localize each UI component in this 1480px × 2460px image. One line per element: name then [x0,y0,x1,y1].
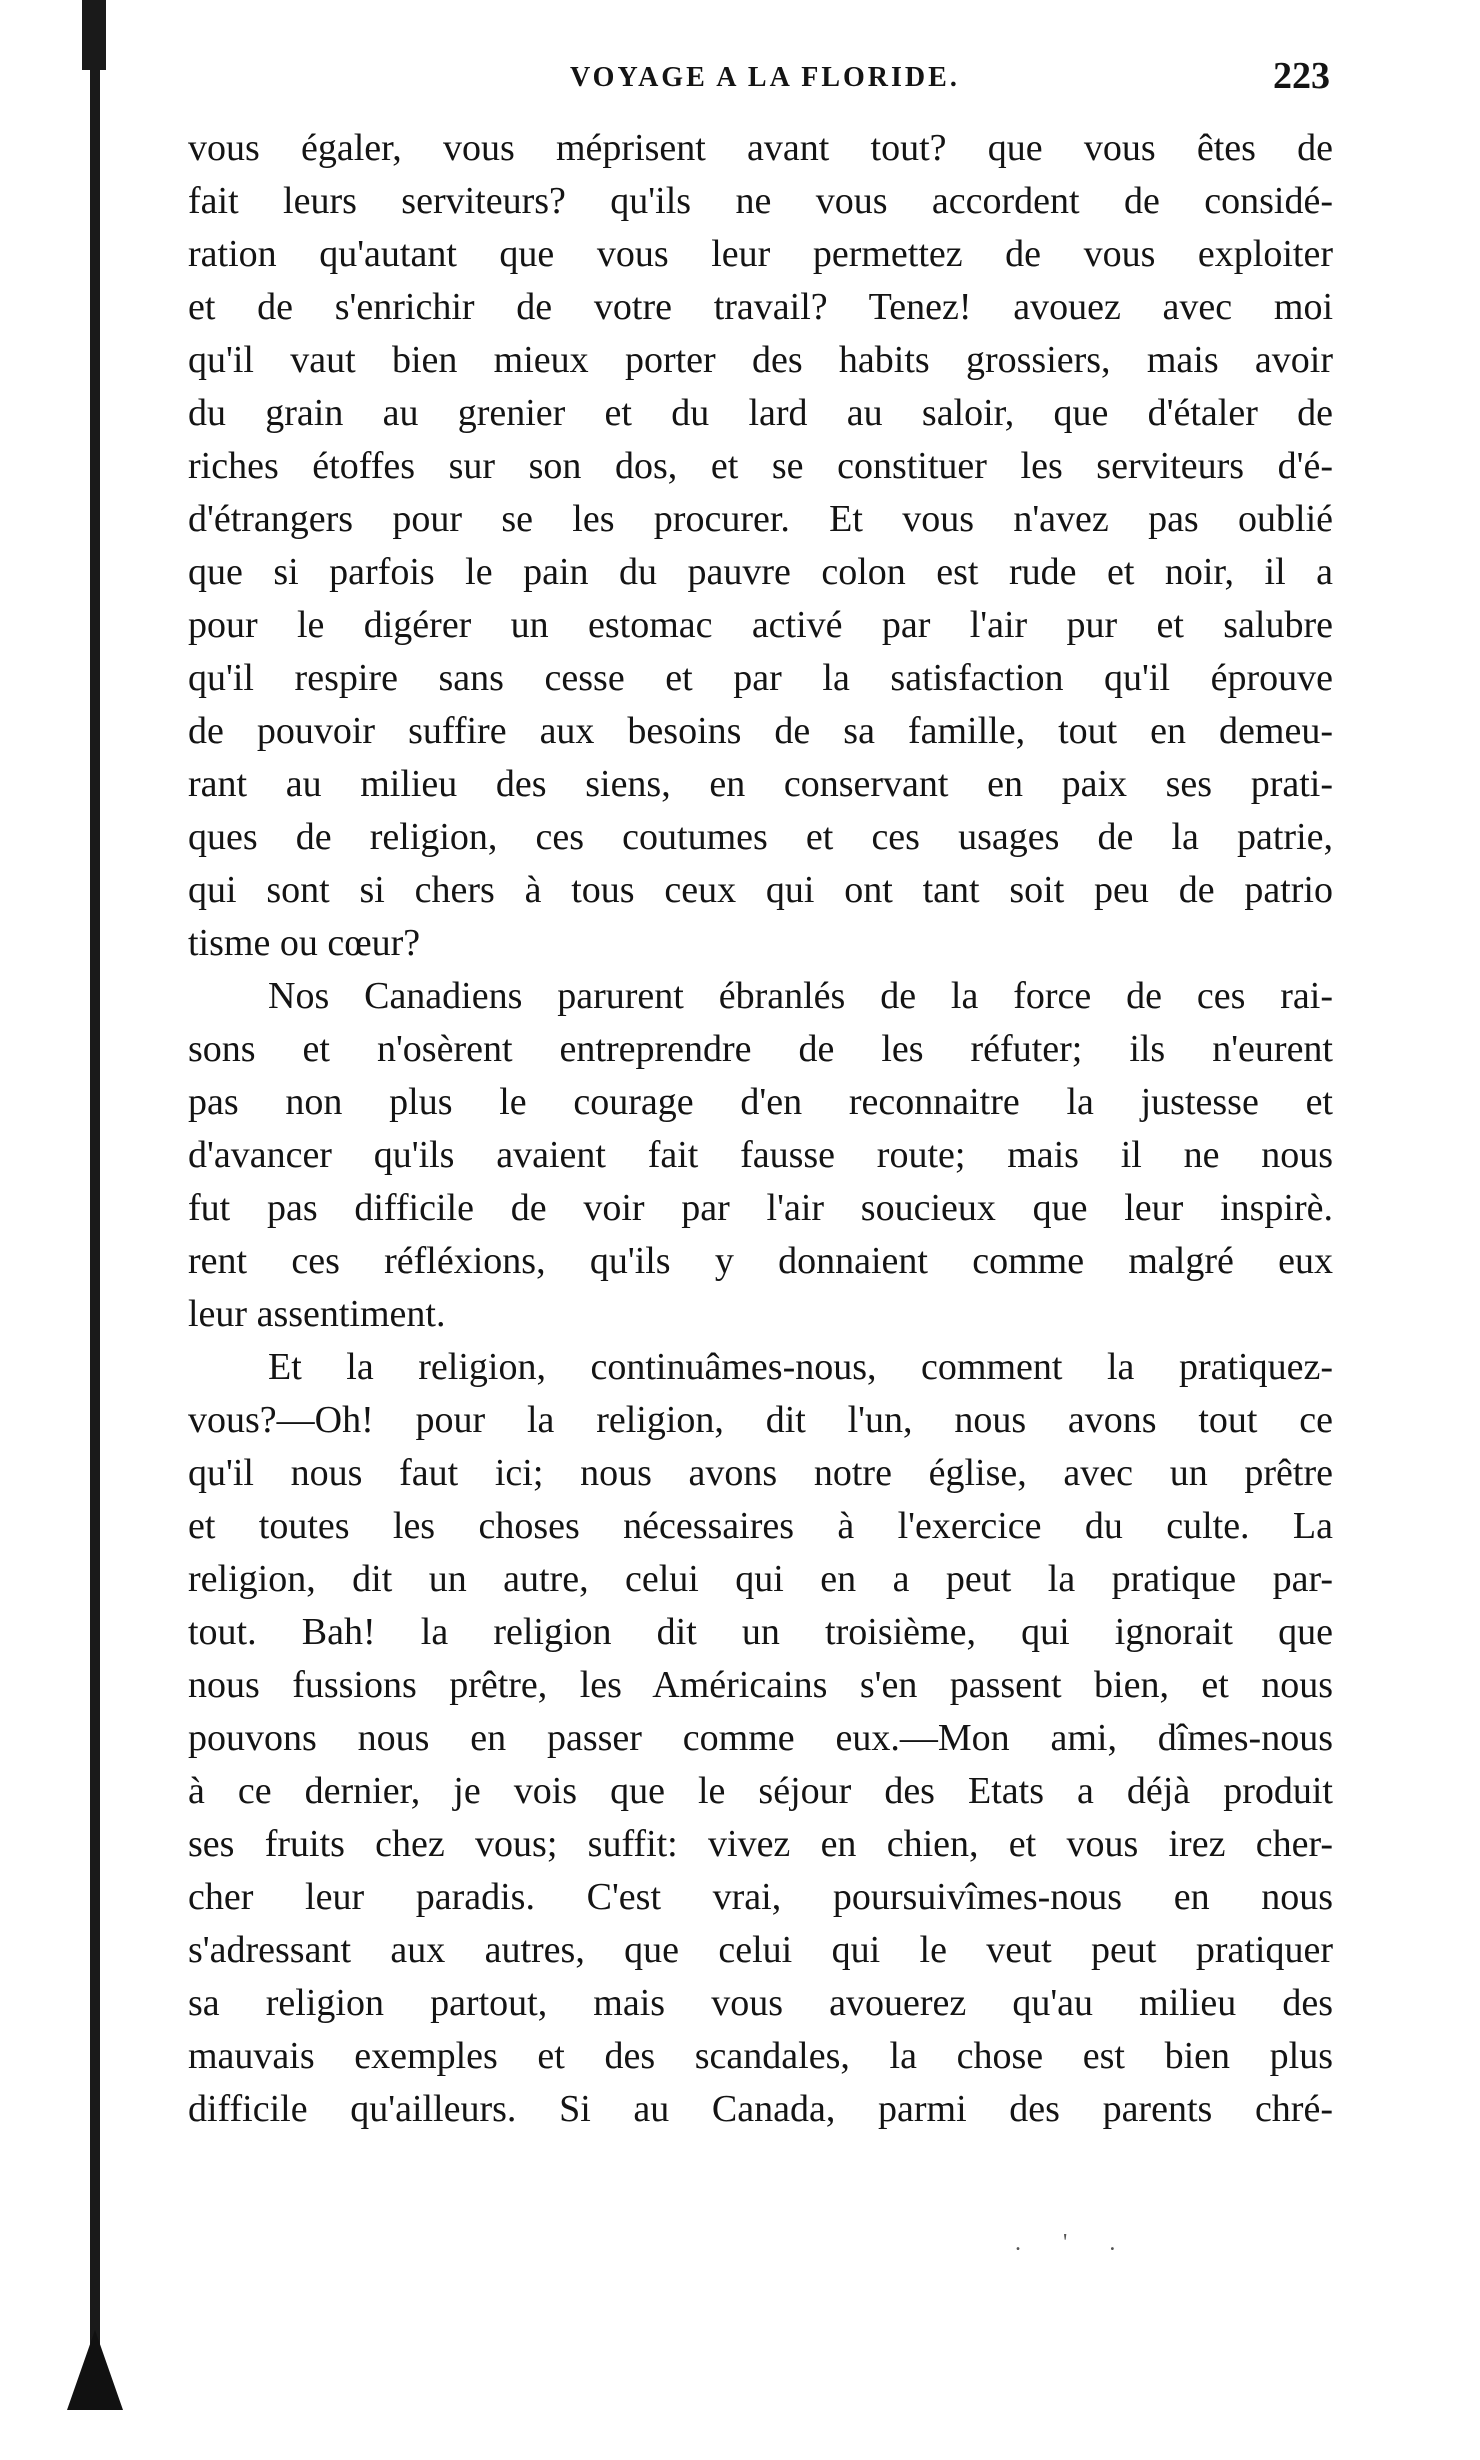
body-text [188,122,1333,2136]
text-line: et toutes les choses nécessaires à l'exercice du culte. La [188,1505,1333,1547]
binding-edge [90,0,100,2400]
text-line: tisme ou cœur? [188,922,421,964]
text-line: vous égaler, vous méprisent avant tout? que vous êtes de [188,127,1333,169]
page-header [190,54,1330,114]
text-line: fut pas difficile de voir par l'air soucieux que leur inspirè. [188,1187,1333,1229]
text-line: s'adressant aux autres, que celui qui le veut peut pratiquer [188,1929,1333,1971]
text-line: sa religion partout, mais vous avouerez qu'au milieu des [188,1982,1333,2024]
paragraph-2 [188,970,1333,1341]
text-line: ration qu'autant que vous leur permettez de vous exploiter [188,233,1333,275]
text-line: pouvons nous en passer comme eux.—Mon ami, dîmes-nous [188,1717,1333,1759]
paragraph-3 [188,1341,1333,2136]
paragraph-1 [188,122,1333,970]
running-title: VOYAGE A LA FLORIDE. [570,62,960,93]
page-specks: . ' . [1015,2230,1134,2256]
text-line: leur assentiment. [188,1293,446,1335]
text-line: de pouvoir suffire aux besoins de sa famille, tout en demeu- [188,710,1333,752]
text-line: qui sont si chers à tous ceux qui ont tant soit peu de patrio [188,869,1333,911]
text-line: Nos Canadiens parurent ébranlés de la force de ces rai- [268,975,1333,1017]
text-line: pas non plus le courage d'en reconnaitre la justesse et [188,1081,1333,1123]
text-line: mauvais exemples et des scandales, la chose est bien plus [188,2035,1333,2077]
text-line: du grain au grenier et du lard au saloir, que d'étaler de [188,392,1333,434]
text-line: difficile qu'ailleurs. Si au Canada, parmi des parents chré- [188,2088,1333,2130]
text-line: fait leurs serviteurs? qu'ils ne vous accordent de considé- [188,180,1333,222]
text-line: d'avancer qu'ils avaient fait fausse route; mais il ne nous [188,1134,1333,1176]
text-line: qu'il nous faut ici; nous avons notre église, avec un prêtre [188,1452,1333,1494]
text-line: et de s'enrichir de votre travail? Tenez! avouez avec moi [188,286,1333,328]
text-line: tout. Bah! la religion dit un troisième, qui ignorait que [188,1611,1333,1653]
text-line: ses fruits chez vous; suffit: vivez en chien, et vous irez cher- [188,1823,1333,1865]
text-line: rant au milieu des siens, en conservant en paix ses prati- [188,763,1333,805]
text-line: qu'il respire sans cesse et par la satisfaction qu'il éprouve [188,657,1333,699]
text-line: que si parfois le pain du pauvre colon est rude et noir, il a [188,551,1333,593]
text-line: religion, dit un autre, celui qui en a peut la pratique par- [188,1558,1333,1600]
text-line: vous?—Oh! pour la religion, dit l'un, nous avons tout ce [188,1399,1333,1441]
binding-edge-foot [67,2330,123,2410]
text-line: d'étrangers pour se les procurer. Et vous n'avez pas oublié [188,498,1333,540]
text-line: à ce dernier, je vois que le séjour des Etats a déjà produit [188,1770,1333,1812]
text-line: sons et n'osèrent entreprendre de les réfuter; ils n'eurent [188,1028,1333,1070]
text-line: rent ces réfléxions, qu'ils y donnaient comme malgré eux [188,1240,1333,1282]
text-line: cher leur paradis. C'est vrai, poursuivîmes-nous en nous [188,1876,1333,1918]
page-number: 223 [1273,55,1330,97]
text-line: qu'il vaut bien mieux porter des habits grossiers, mais avoir [188,339,1333,381]
text-line: pour le digérer un estomac activé par l'air pur et salubre [188,604,1333,646]
text-line: riches étoffes sur son dos, et se constituer les serviteurs d'é- [188,445,1333,487]
text-line: nous fussions prêtre, les Américains s'en passent bien, et nous [188,1664,1333,1706]
text-line: ques de religion, ces coutumes et ces usages de la patrie, [188,816,1333,858]
text-line: Et la religion, continuâmes-nous, comment la pratiquez- [268,1346,1333,1388]
